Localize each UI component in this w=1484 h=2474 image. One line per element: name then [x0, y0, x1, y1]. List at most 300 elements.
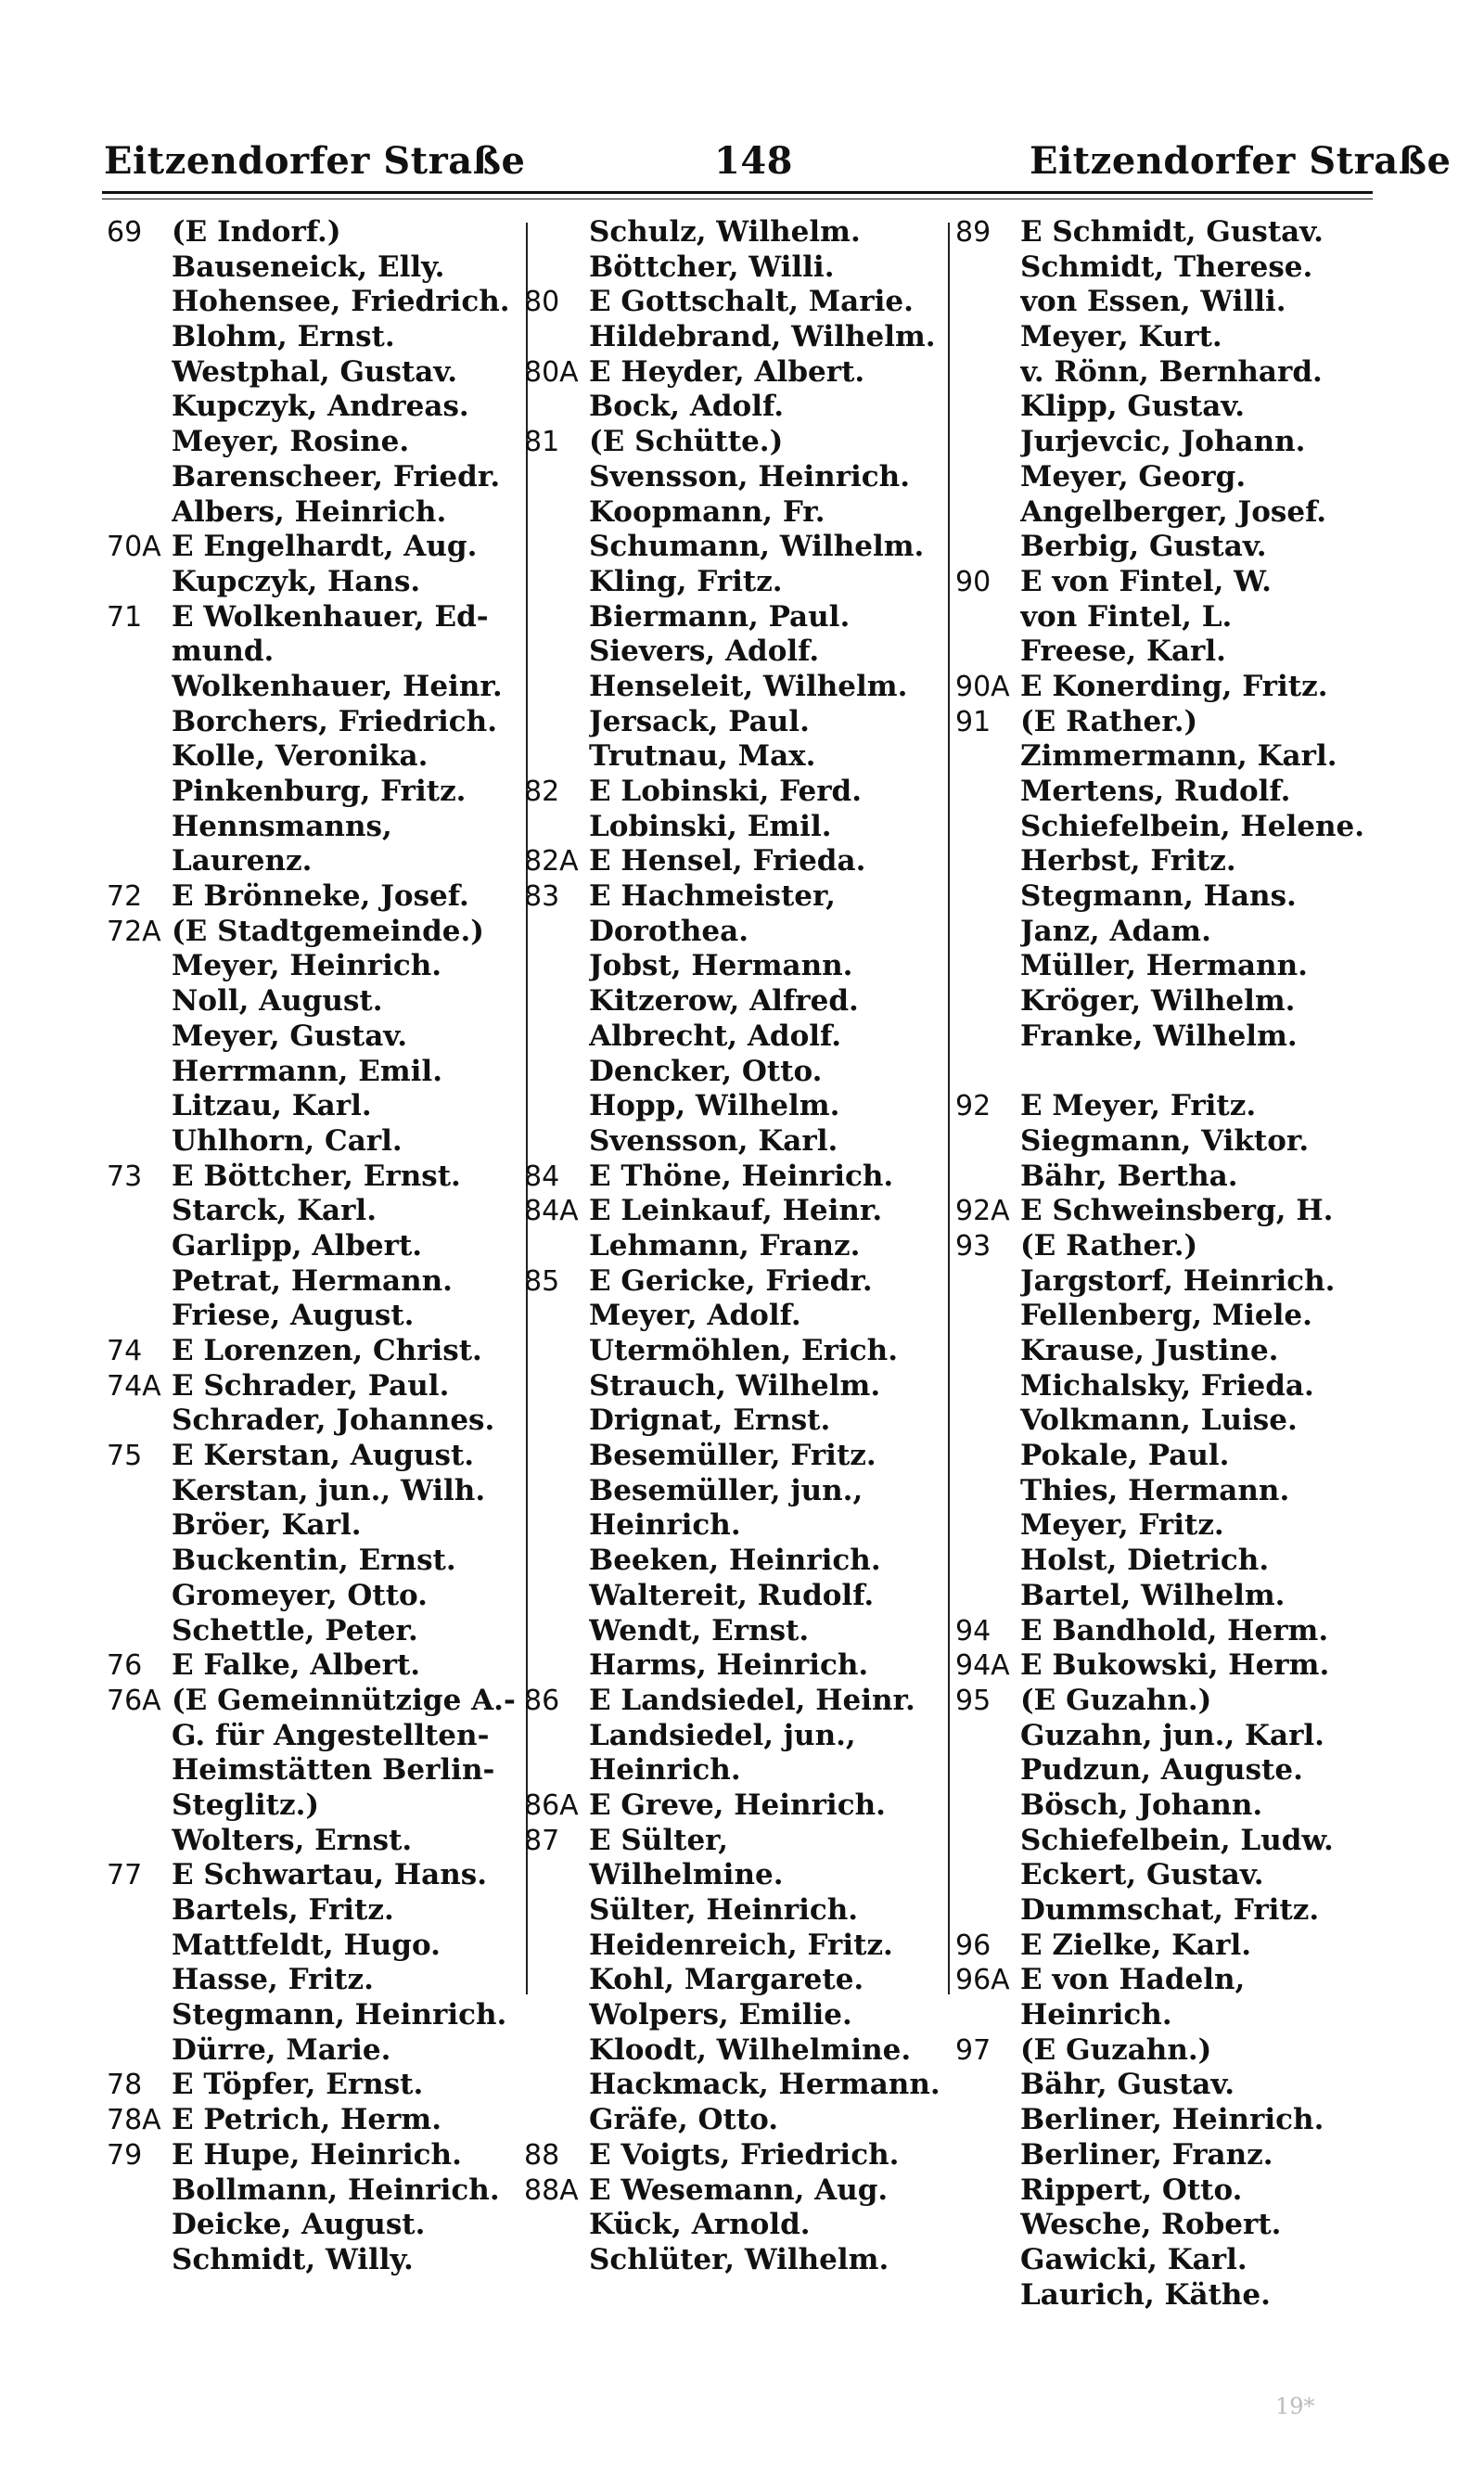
directory-entry — [955, 320, 1391, 355]
directory-entry — [107, 635, 543, 670]
directory-entry — [107, 1124, 543, 1160]
house-number — [107, 1929, 172, 1964]
house-number — [107, 1089, 172, 1124]
resident-name: Kück, Arnold. — [589, 2208, 811, 2242]
directory-entry — [955, 215, 1391, 250]
house-number: 79 — [107, 2138, 143, 2172]
house-number — [524, 1089, 589, 1124]
resident-name: Gawicki, Karl. — [1020, 2242, 1247, 2276]
directory-entry — [107, 1824, 543, 1859]
resident-name: Bröer, Karl. — [172, 1508, 362, 1543]
resident-name: Hildebrand, Wilhelm. — [589, 320, 936, 354]
directory-entry — [955, 1579, 1391, 1614]
house-number: 90A — [955, 670, 1010, 703]
house-number — [524, 2033, 589, 2069]
resident-name: E Konerding, Fritz. — [1020, 669, 1328, 703]
directory-entry — [107, 1299, 543, 1334]
resident-name: Guzahn, jun., Karl. — [1020, 1718, 1324, 1752]
directory-entry — [524, 984, 951, 1019]
directory-entry — [955, 285, 1391, 320]
directory-entry — [524, 1648, 951, 1684]
house-number — [107, 2173, 172, 2209]
directory-entry — [955, 1229, 1391, 1264]
directory-entry — [955, 1264, 1391, 1300]
house-number — [524, 2243, 589, 2278]
house-number: 82 — [524, 776, 560, 808]
house-number — [107, 1614, 172, 1649]
directory-entry — [524, 1160, 951, 1195]
directory-entry — [107, 1474, 543, 1509]
house-number — [524, 1334, 589, 1369]
directory-entry — [524, 810, 951, 845]
house-number — [955, 600, 1020, 635]
house-number — [107, 1719, 172, 1754]
house-number: 86 — [524, 1684, 560, 1717]
house-number — [524, 810, 589, 845]
resident-name: E Lorenzen, Christ. — [172, 1334, 482, 1367]
house-number: 70A — [107, 531, 161, 564]
resident-name: E Gericke, Friedr. — [589, 1263, 873, 1298]
directory-entry — [524, 1684, 951, 1719]
resident-name: Berliner, Heinrich. — [1020, 2103, 1324, 2137]
resident-name: (E Rather.) — [1020, 704, 1198, 738]
directory-entry — [107, 2033, 543, 2069]
house-number: 97 — [955, 2033, 991, 2067]
house-number — [107, 844, 172, 879]
resident-name: Uhlhorn, Carl. — [172, 1123, 403, 1158]
column-2 — [524, 215, 951, 2278]
directory-entry — [524, 215, 951, 250]
resident-name: Sülter, Heinrich. — [589, 1893, 859, 1927]
resident-name: E Hachmeister, — [589, 879, 836, 914]
resident-name: Lehmann, Franz. — [589, 1228, 861, 1263]
resident-name: Bähr, Bertha. — [1020, 1159, 1238, 1193]
house-number — [524, 1753, 589, 1788]
house-number: 95 — [955, 1684, 991, 1717]
house-number — [524, 1439, 589, 1474]
directory-entry — [955, 739, 1391, 775]
house-number — [955, 1753, 1020, 1788]
house-number: 82A — [524, 845, 579, 878]
resident-name: Meyer, Adolf. — [589, 1299, 801, 1333]
resident-name: Kolle, Veronika. — [172, 739, 429, 774]
directory-entry — [524, 1404, 951, 1439]
resident-name: Biermann, Paul. — [589, 599, 851, 634]
directory-entry — [107, 1998, 543, 2033]
directory-entry — [524, 250, 951, 286]
resident-name: Gromeyer, Otto. — [172, 1578, 428, 1612]
resident-name: Bauseneick, Elly. — [172, 250, 445, 284]
resident-name: Rippert, Otto. — [1020, 2173, 1243, 2207]
resident-name: Meyer, Kurt. — [1020, 320, 1222, 354]
resident-name: E Schweinsberg, H. — [1020, 1194, 1334, 1228]
directory-entry — [955, 530, 1391, 565]
resident-name: Blohm, Ernst. — [172, 320, 395, 354]
resident-name: Jargstorf, Heinrich. — [1020, 1263, 1336, 1298]
house-number — [955, 775, 1020, 810]
directory-entry — [107, 2068, 543, 2103]
house-number: 91 — [955, 705, 991, 738]
directory-entry — [524, 425, 951, 460]
directory-entry — [955, 1648, 1391, 1684]
directory-entry — [955, 1474, 1391, 1509]
house-number — [107, 670, 172, 705]
house-number — [955, 320, 1020, 355]
directory-entry — [107, 1439, 543, 1474]
resident-name: Buckentin, Ernst. — [172, 1544, 456, 1578]
resident-name: Zimmermann, Karl. — [1020, 739, 1337, 774]
resident-name: Janz, Adam. — [1020, 914, 1211, 948]
directory-entry — [524, 2068, 951, 2103]
house-number — [107, 390, 172, 425]
resident-name: E Gottschalt, Marie. — [589, 285, 914, 319]
house-number — [955, 844, 1020, 879]
resident-name: Besemüller, Fritz. — [589, 1439, 876, 1473]
directory-entry — [955, 2243, 1391, 2278]
house-number: 96 — [955, 1929, 991, 1962]
directory-entry — [955, 1055, 1391, 1090]
directory-entry — [955, 600, 1391, 635]
house-number — [107, 250, 172, 286]
house-number — [955, 2103, 1020, 2138]
resident-name: Utermöhlen, Erich. — [589, 1334, 898, 1367]
house-number: 87 — [524, 1824, 560, 1857]
resident-name: Barenscheer, Friedr. — [172, 459, 501, 494]
directory-entry — [955, 1963, 1391, 1998]
house-number — [107, 635, 172, 670]
directory-entry — [107, 1858, 543, 1893]
house-number — [955, 984, 1020, 1019]
resident-name: Volkmann, Luise. — [1020, 1404, 1298, 1438]
directory-entry — [107, 1579, 543, 1614]
column-3 — [955, 215, 1391, 2313]
directory-entry — [955, 1369, 1391, 1404]
house-number — [107, 565, 172, 600]
directory-entry — [107, 320, 543, 355]
resident-name: Berliner, Franz. — [1020, 2137, 1273, 2172]
resident-name: E Bandhold, Herm. — [1020, 1613, 1329, 1647]
directory-entry — [955, 2173, 1391, 2209]
house-number — [955, 1264, 1020, 1300]
house-number: 69 — [107, 216, 143, 249]
directory-entry — [524, 844, 951, 879]
resident-name: Laurich, Käthe. — [1020, 2277, 1271, 2312]
directory-entry — [524, 1579, 951, 1614]
house-number: 80 — [524, 286, 560, 319]
house-number — [955, 1474, 1020, 1509]
resident-name: Wilhelmine. — [589, 1858, 784, 1892]
resident-name: Dummschat, Fritz. — [1020, 1893, 1320, 1927]
directory-entry — [955, 1614, 1391, 1649]
directory-entry — [955, 2033, 1391, 2069]
directory-entry — [107, 705, 543, 740]
house-number — [107, 1019, 172, 1055]
directory-entry — [107, 215, 543, 250]
house-number: 90 — [955, 565, 991, 598]
house-number — [107, 1229, 172, 1264]
house-number: 86A — [524, 1788, 579, 1822]
resident-name: Schmidt, Therese. — [1020, 250, 1313, 284]
directory-entry — [107, 460, 543, 495]
resident-name: Kupczyk, Andreas. — [172, 390, 469, 424]
directory-entry — [955, 949, 1391, 984]
resident-name: Kröger, Wilhelm. — [1020, 984, 1296, 1019]
directory-entry — [524, 1194, 951, 1229]
resident-name: Bösch, Johann. — [1020, 1788, 1263, 1822]
directory-entry — [955, 495, 1391, 531]
resident-name: Mattfeldt, Hugo. — [172, 1928, 441, 1962]
house-number — [524, 1963, 589, 1998]
house-number: 75 — [107, 1440, 143, 1473]
resident-name: v. Rönn, Bernhard. — [1020, 354, 1323, 389]
directory-entry — [524, 460, 951, 495]
directory-entry — [107, 1369, 543, 1404]
house-number — [524, 1614, 589, 1649]
house-number — [107, 2243, 172, 2278]
house-number — [524, 530, 589, 565]
resident-name: Besemüller, jun., — [589, 1473, 864, 1507]
directory-entry — [955, 1998, 1391, 2033]
directory-entry — [955, 250, 1391, 286]
house-number — [955, 2068, 1020, 2103]
resident-name: E von Fintel, W. — [1020, 564, 1272, 598]
resident-name: Petrat, Hermann. — [172, 1263, 453, 1298]
directory-entry — [955, 1824, 1391, 1859]
directory-entry — [955, 775, 1391, 810]
resident-name: Laurenz. — [172, 844, 313, 878]
directory-entry — [524, 635, 951, 670]
resident-name: Eckert, Gustav. — [1020, 1858, 1264, 1892]
resident-name: Borchers, Friedrich. — [172, 704, 498, 738]
house-number: 77 — [107, 1859, 143, 1892]
directory-entry — [955, 705, 1391, 740]
directory-entry — [955, 2208, 1391, 2243]
house-number — [955, 250, 1020, 286]
house-number: 92A — [955, 1195, 1010, 1228]
house-number — [524, 635, 589, 670]
directory-entry — [107, 915, 543, 950]
resident-name: Deicke, August. — [172, 2208, 426, 2242]
house-number: 84A — [524, 1195, 579, 1228]
house-number: 71 — [107, 600, 143, 634]
resident-name: Meyer, Rosine. — [172, 425, 410, 459]
directory-entry — [107, 2138, 543, 2173]
directory-entry — [107, 2173, 543, 2209]
directory-entry — [955, 984, 1391, 1019]
header-street-right: Eitzendorfer Straße — [1030, 139, 1452, 183]
directory-entry — [524, 565, 951, 600]
directory-entry — [955, 1404, 1391, 1439]
directory-entry — [955, 810, 1391, 845]
directory-entry — [524, 670, 951, 705]
house-number — [107, 1824, 172, 1859]
resident-name: Thies, Hermann. — [1020, 1473, 1290, 1507]
directory-entry — [955, 915, 1391, 950]
resident-name: Hasse, Fritz. — [172, 1963, 374, 1997]
directory-entry — [107, 495, 543, 531]
resident-name: Müller, Hermann. — [1020, 949, 1308, 983]
resident-name: E Thöne, Heinrich. — [589, 1159, 894, 1193]
resident-name: Gräfe, Otto. — [589, 2103, 779, 2137]
house-number: 76A — [107, 1684, 161, 1717]
directory-entry — [107, 670, 543, 705]
directory-entry — [524, 1824, 951, 1859]
directory-entry — [107, 1089, 543, 1124]
resident-name: E Böttcher, Ernst. — [172, 1159, 461, 1193]
resident-name: Bartels, Fritz. — [172, 1893, 394, 1927]
directory-entry — [524, 2208, 951, 2243]
house-number: 76 — [107, 1649, 143, 1683]
resident-name: E Landsiedel, Heinr. — [589, 1683, 915, 1717]
house-number — [955, 635, 1020, 670]
resident-name: Bähr, Gustav. — [1020, 2068, 1235, 2102]
resident-name: Stegmann, Heinrich. — [172, 1998, 507, 2032]
house-number — [524, 915, 589, 950]
house-number — [955, 1719, 1020, 1754]
directory-entry — [524, 390, 951, 425]
house-number — [524, 460, 589, 495]
house-number — [955, 355, 1020, 391]
directory-entry — [955, 2138, 1391, 2173]
house-number — [955, 2278, 1020, 2314]
house-number — [107, 1753, 172, 1788]
house-number — [524, 1893, 589, 1929]
directory-entry — [524, 1264, 951, 1300]
resident-name: Krause, Justine. — [1020, 1334, 1279, 1367]
resident-name: E Lobinski, Ferd. — [589, 775, 863, 808]
resident-name: Pudzun, Auguste. — [1020, 1753, 1303, 1788]
resident-name: E von Hadeln, — [1020, 1963, 1246, 1997]
column-1 — [107, 215, 543, 2278]
house-number — [524, 1474, 589, 1509]
resident-name: Starck, Karl. — [172, 1194, 377, 1228]
directory-entry — [955, 1194, 1391, 1229]
resident-name: Stegmann, Hans. — [1020, 879, 1297, 914]
resident-name: Michalsky, Frieda. — [1020, 1368, 1314, 1403]
house-number — [955, 1439, 1020, 1474]
house-number — [107, 1998, 172, 2033]
resident-name: mund. — [172, 635, 275, 669]
directory-entry — [955, 2278, 1391, 2314]
house-number — [524, 1369, 589, 1404]
header-page-number: 148 — [714, 139, 793, 183]
directory-entry — [955, 879, 1391, 915]
house-number — [524, 705, 589, 740]
directory-entry — [524, 949, 951, 984]
resident-name: Svensson, Karl. — [589, 1123, 838, 1158]
directory-entry — [955, 460, 1391, 495]
house-number: 74 — [107, 1335, 143, 1367]
resident-name: Herbst, Fritz. — [1020, 844, 1236, 878]
directory-entry — [107, 1055, 543, 1090]
directory-entry — [524, 1439, 951, 1474]
resident-name: Schiefelbein, Helene. — [1020, 809, 1365, 843]
directory-entry — [524, 2173, 951, 2209]
directory-entry — [107, 1788, 543, 1824]
directory-entry — [524, 1369, 951, 1404]
house-number — [524, 1929, 589, 1964]
house-number — [524, 1719, 589, 1754]
directory-entry — [955, 1160, 1391, 1195]
house-number — [107, 1788, 172, 1824]
resident-name: Berbig, Gustav. — [1020, 530, 1267, 564]
directory-entry — [955, 670, 1391, 705]
resident-name: Friese, August. — [172, 1299, 415, 1333]
directory-entry — [107, 1334, 543, 1369]
directory-entry — [107, 285, 543, 320]
resident-name: (E Rather.) — [1020, 1228, 1198, 1263]
house-number: 83 — [524, 880, 560, 914]
resident-name: E Wesemann, Aug. — [589, 2173, 889, 2207]
resident-name: (E Schütte.) — [589, 425, 784, 459]
directory-entry — [107, 1684, 543, 1719]
house-number — [524, 1858, 589, 1893]
resident-name: Beeken, Heinrich. — [589, 1544, 881, 1578]
resident-name: E Kerstan, August. — [172, 1439, 475, 1473]
house-number — [955, 1299, 1020, 1334]
house-number — [955, 1404, 1020, 1439]
resident-name: Noll, August. — [172, 984, 383, 1019]
directory-entry — [107, 250, 543, 286]
resident-name: Albrecht, Adolf. — [589, 1019, 842, 1053]
directory-entry — [955, 1334, 1391, 1369]
resident-name: Herrmann, Emil. — [172, 1054, 443, 1088]
resident-name: Freese, Karl. — [1020, 635, 1226, 669]
house-number — [524, 565, 589, 600]
directory-entry — [955, 1719, 1391, 1754]
directory-entry — [524, 1299, 951, 1334]
resident-name: E Töpfer, Ernst. — [172, 2068, 424, 2102]
house-number — [955, 1544, 1020, 1579]
house-number — [107, 320, 172, 355]
house-number — [524, 949, 589, 984]
directory-entry — [524, 915, 951, 950]
resident-name: Fellenberg, Miele. — [1020, 1299, 1312, 1333]
resident-name: Wesche, Robert. — [1020, 2208, 1282, 2242]
resident-name: E Zielke, Karl. — [1020, 1928, 1252, 1962]
resident-name: Strauch, Wilhelm. — [589, 1368, 881, 1403]
directory-entry — [524, 2033, 951, 2069]
resident-name: E Schrader, Paul. — [172, 1368, 450, 1403]
house-number — [955, 285, 1020, 320]
directory-entry — [524, 1753, 951, 1788]
resident-name: Angelberger, Josef. — [1020, 494, 1327, 529]
resident-name: Heidenreich, Fritz. — [589, 1928, 893, 1962]
resident-name: Wolters, Ernst. — [172, 1823, 413, 1857]
house-number — [955, 1788, 1020, 1824]
resident-name: Franke, Wilhelm. — [1020, 1019, 1298, 1053]
directory-entry — [524, 1719, 951, 1754]
resident-name: von Fintel, L. — [1020, 599, 1233, 634]
resident-name: E Bukowski, Herm. — [1020, 1648, 1330, 1683]
resident-name: Kling, Fritz. — [589, 564, 783, 598]
directory-entry — [107, 739, 543, 775]
house-number — [107, 949, 172, 984]
directory-entry — [107, 1719, 543, 1754]
house-number — [524, 1299, 589, 1334]
page-mark: 19* — [1275, 2393, 1315, 2419]
directory-entry — [107, 949, 543, 984]
house-number — [955, 1579, 1020, 1614]
house-number: 78 — [107, 2069, 143, 2102]
directory-entry — [107, 810, 543, 845]
house-number — [107, 1544, 172, 1579]
directory-entry — [107, 600, 543, 635]
resident-name: E Greve, Heinrich. — [589, 1788, 886, 1822]
resident-name: Dencker, Otto. — [589, 1054, 823, 1088]
resident-name: Klipp, Gustav. — [1020, 390, 1245, 424]
house-number — [955, 949, 1020, 984]
